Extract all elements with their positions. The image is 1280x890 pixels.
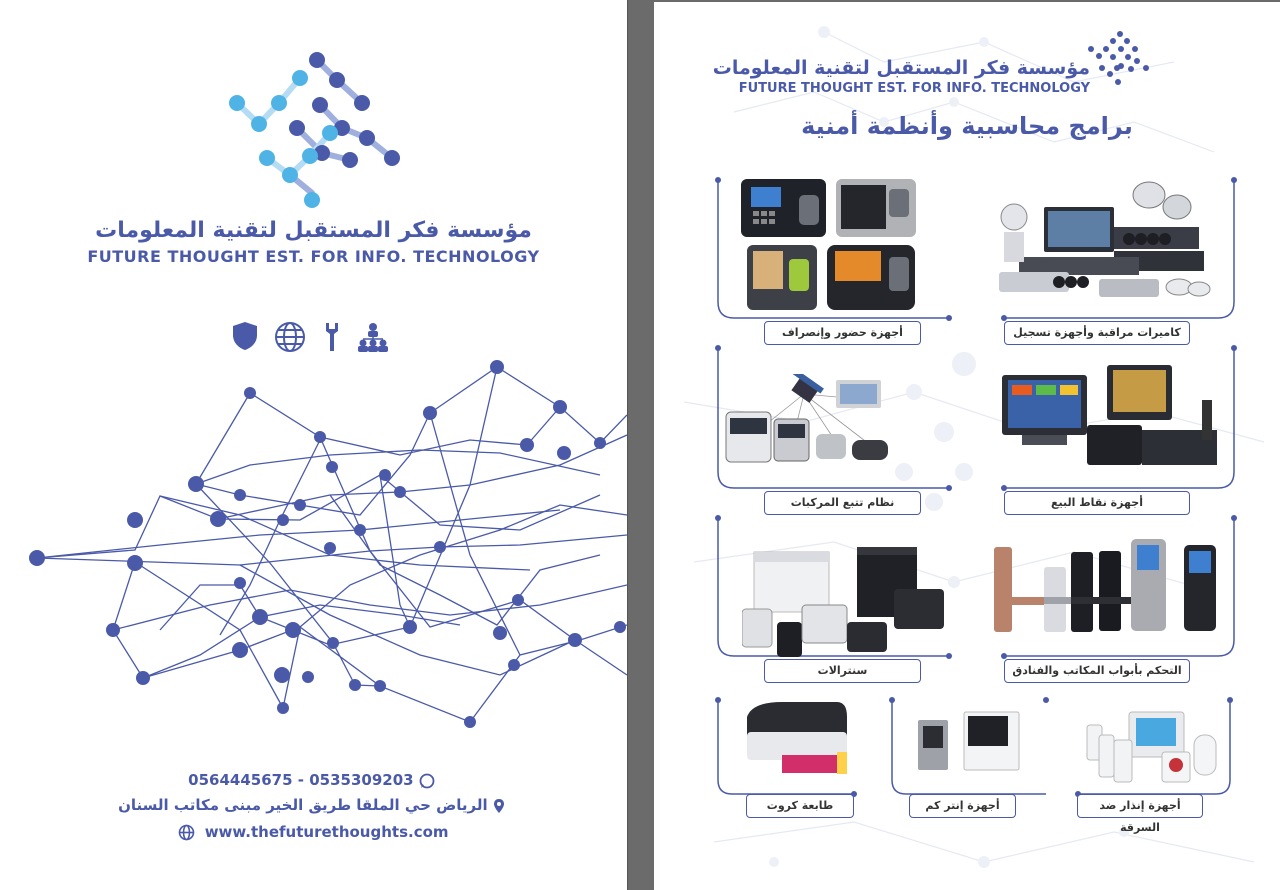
- page-title: برامج محاسبية وأنظمة أمنية: [801, 112, 1133, 140]
- company-logo-icon: [222, 48, 407, 213]
- pos-devices-image: [992, 360, 1230, 472]
- network-graphic: [0, 355, 627, 735]
- cctv-cameras-image: [999, 177, 1214, 302]
- attendance-devices-image: [739, 177, 919, 312]
- right-logo-arabic-text: مؤسسة فكر المستقبل لتقنية المعلومات: [712, 57, 1090, 79]
- globe-icon: [274, 321, 306, 353]
- category-label: أجهزة إنذار ضد السرقة: [1077, 794, 1203, 818]
- left-page: [0, 0, 628, 890]
- intercom-devices-image: [916, 710, 1026, 775]
- alarm-devices-image: [1084, 710, 1229, 788]
- tools-icon: [322, 321, 342, 353]
- category-label: سنترالات: [764, 659, 921, 683]
- category-label: أجهزة نقاط البيع: [1004, 491, 1190, 515]
- category-label: التحكم بأبواب المكاتب والفنادق: [1004, 659, 1190, 683]
- phone-numbers: 0564445675 - 0535309203: [188, 771, 414, 789]
- contact-address: [0, 796, 627, 814]
- whatsapp-icon: [419, 773, 435, 789]
- right-page: [654, 2, 1280, 890]
- location-pin-icon: [493, 798, 505, 814]
- pbx-phone-systems-image: [742, 547, 952, 657]
- category-label: أجهزة حضور وإنصراف: [764, 321, 921, 345]
- contact-phones: [0, 771, 627, 789]
- category-label: أجهزة إنتر كم: [909, 794, 1016, 818]
- category-label: نظام تتبع المركبات: [764, 491, 921, 515]
- right-logo-english-text: FUTURE THOUGHT EST. FOR INFO. TECHNOLOGY: [738, 81, 1090, 96]
- web-globe-icon: [178, 824, 195, 841]
- door-lock-devices-image: [989, 537, 1229, 637]
- network-icon: [357, 321, 389, 353]
- shield-icon: [232, 321, 258, 351]
- category-label: طابعة كروت: [746, 794, 854, 818]
- logo-english-text: FUTURE THOUGHT EST. FOR INFO. TECHNOLOGY: [87, 247, 540, 266]
- vehicle-tracking-image: [724, 374, 894, 466]
- card-printer-image: [742, 697, 852, 782]
- category-label: كاميرات مراقبة وأجهزة تسجيل: [1004, 321, 1190, 345]
- contact-website: [0, 823, 627, 841]
- address-text: الرياض حي الملقا طريق الخير مبنى مكاتب السنان: [118, 796, 488, 814]
- website-link[interactable]: www.thefuturethoughts.com: [204, 823, 449, 841]
- logo-arabic-text: مؤسسة فكر المستقبل لتقنية المعلومات: [95, 218, 532, 243]
